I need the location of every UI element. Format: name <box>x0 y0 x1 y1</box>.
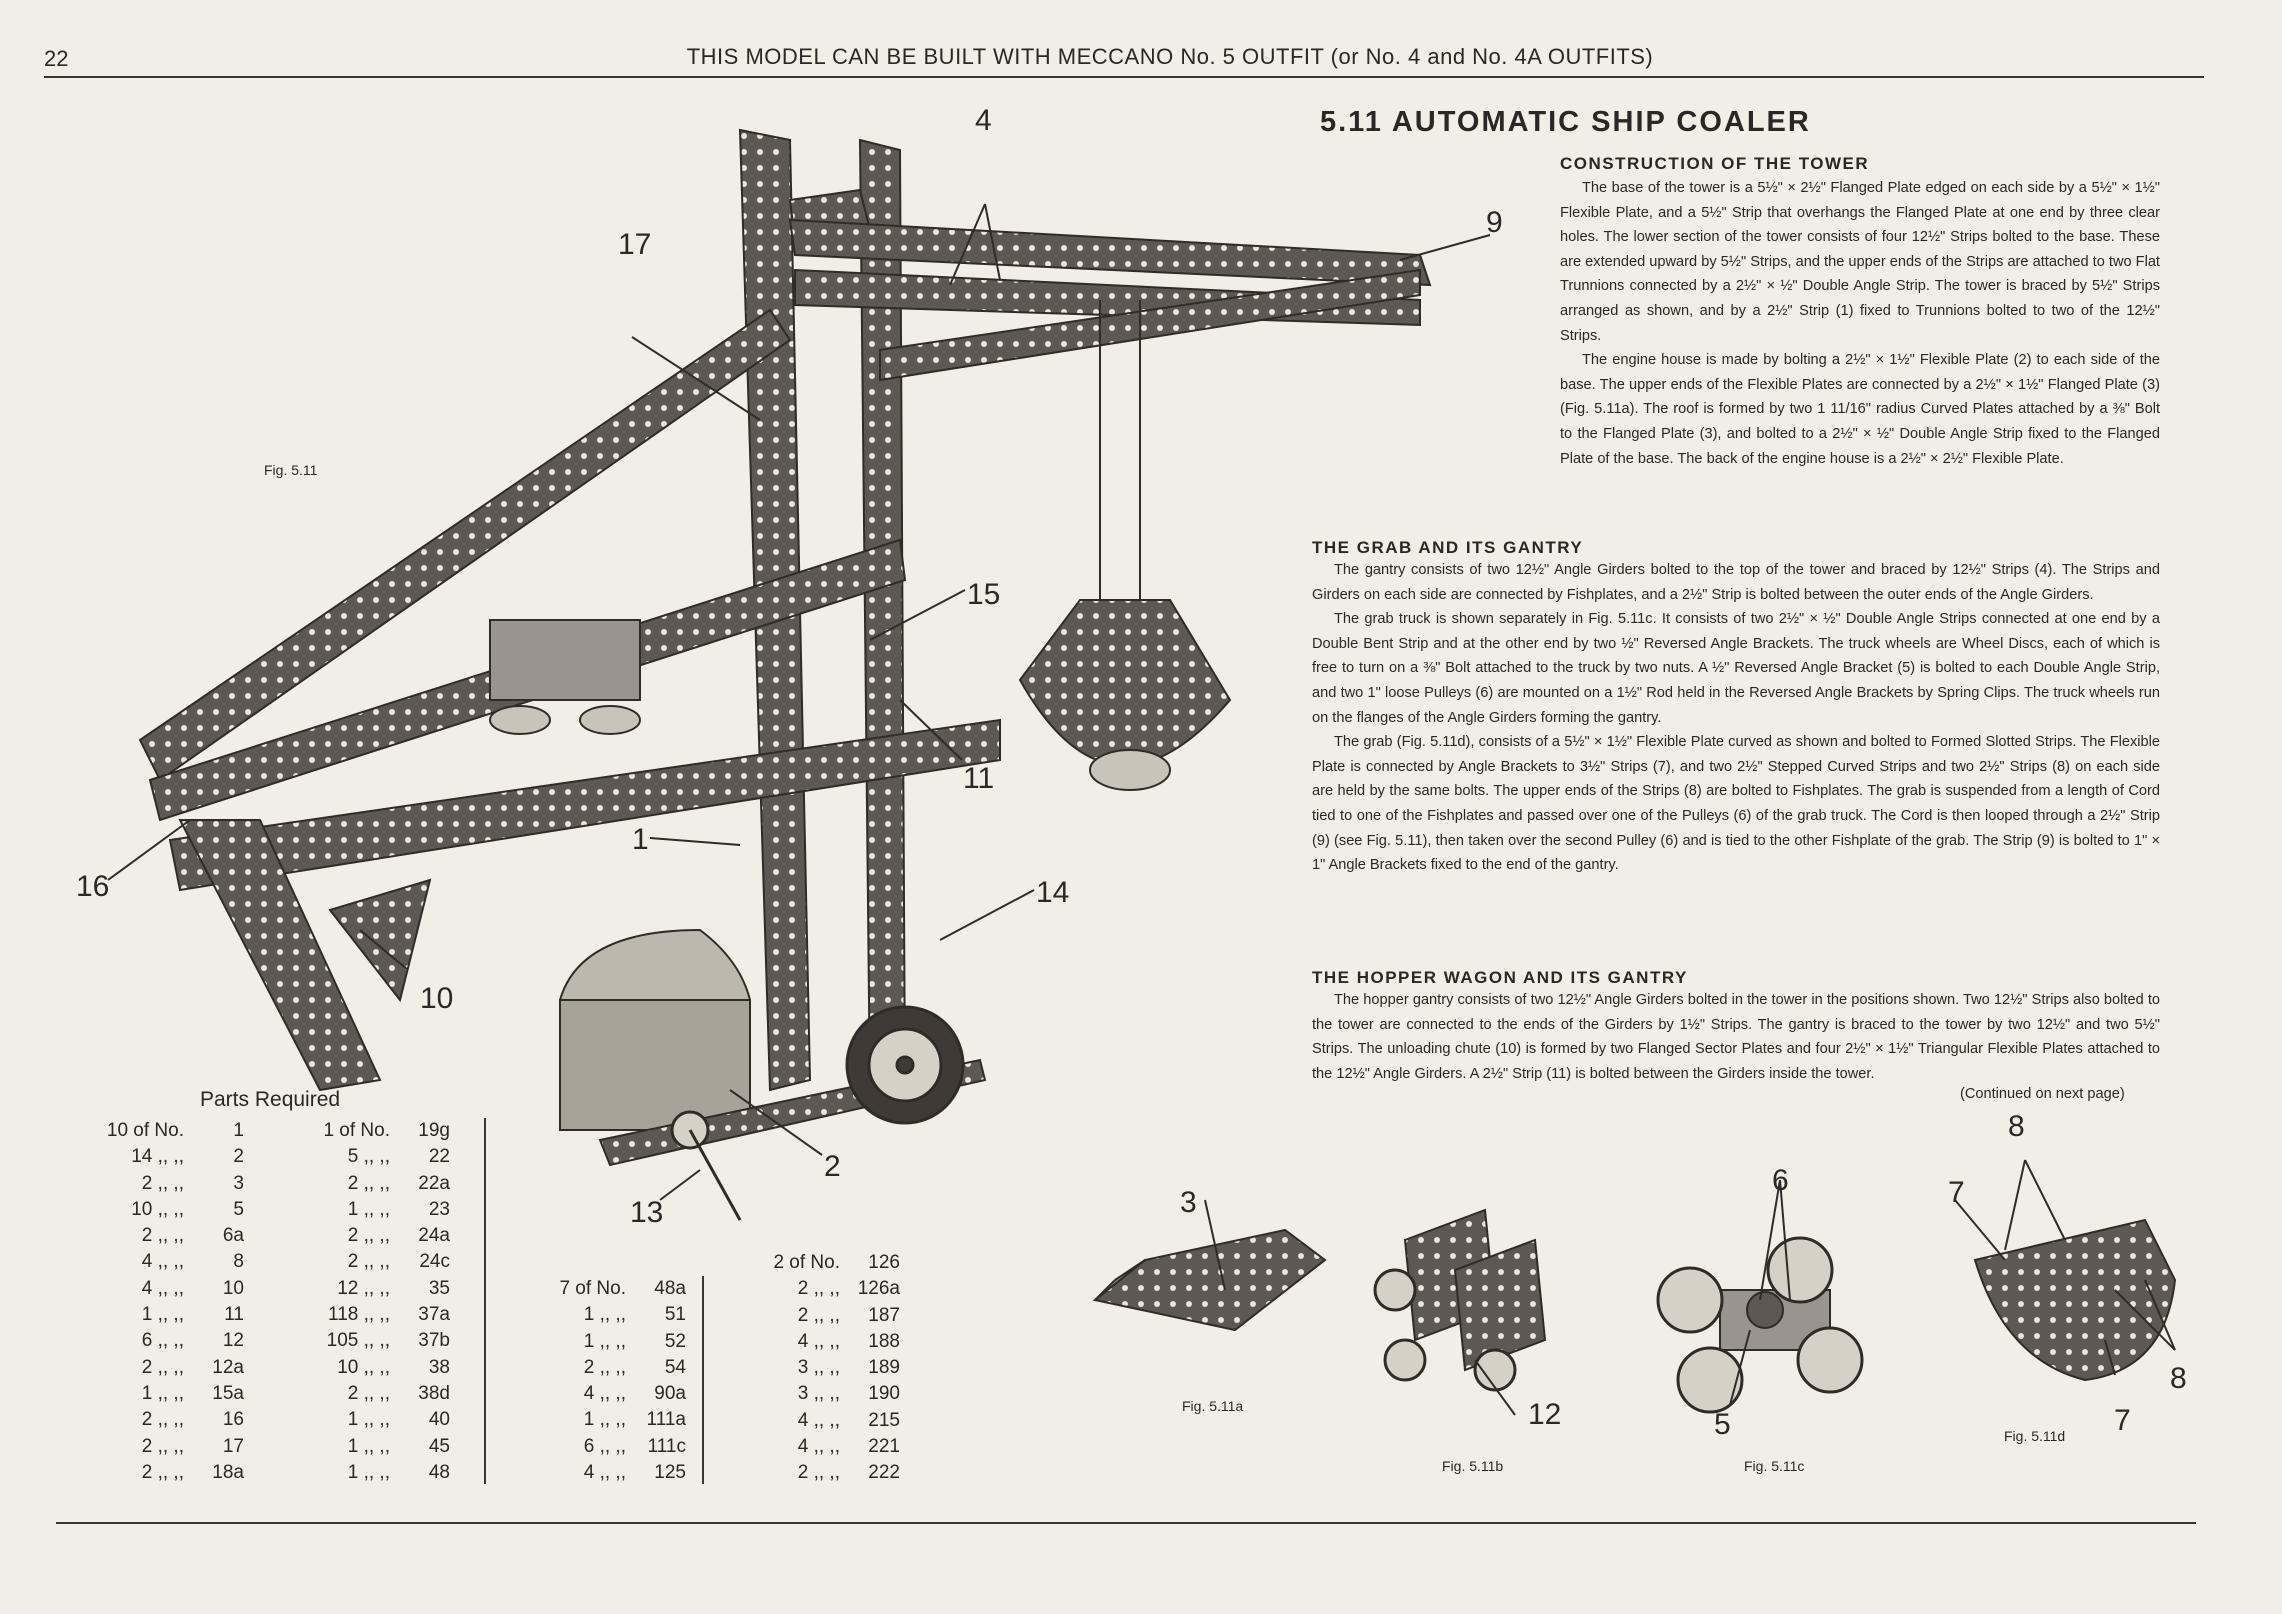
parts-row <box>270 1355 450 1381</box>
parts-quantity: 2 ,, ,, <box>797 1278 840 1300</box>
parts-row <box>64 1223 244 1249</box>
parts-quantity: 2 ,, ,, <box>141 1461 184 1483</box>
parts-row <box>526 1381 686 1407</box>
parts-quantity: 1 ,, ,, <box>347 1409 390 1431</box>
parts-quantity: 1 ,, ,, <box>141 1382 184 1404</box>
continued-note: (Continued on next page) <box>1960 1086 2125 1102</box>
parts-number: 8 <box>233 1251 244 1273</box>
parts-row <box>270 1460 450 1486</box>
parts-row <box>270 1381 450 1407</box>
parts-required-heading: Parts Required <box>200 1088 341 1111</box>
parts-row <box>270 1144 450 1170</box>
parts-quantity: 1 of No. <box>323 1120 390 1141</box>
footer-rule <box>56 1522 2196 1524</box>
parts-row <box>64 1328 244 1354</box>
parts-quantity: 1 ,, ,, <box>583 1330 626 1352</box>
parts-quantity: 1 ,, ,, <box>347 1198 390 1220</box>
parts-number: 12a <box>212 1356 244 1378</box>
grab-paragraph-2: The grab truck is shown separately in Fig. 5.11c. It consists of two 2½" × ½" Double Angle Strips connected at one end by a Double Bent Strip and at the other end by two ½" Reversed Angle Brackets. The truck wheels are Wheel Discs, each of which is free to turn on a ⅜" Bolt attached to the truck by two nuts. A ½" Reversed Angle Bracket (5) is bolted to each Double Angle Strip, and two 1" loose Pulleys (6) are mounted on a 1½" Rod held in the Reversed Angle Brackets by Spring Clips. The truck wheels run on the flanges of the Angle Girders forming the gantry. <box>1312 611 2160 726</box>
parts-row <box>526 1329 686 1355</box>
parts-quantity: 4 ,, ,, <box>583 1462 626 1484</box>
grab-paragraph-1: The gantry consists of two 12½" Angle Girders bolted to the top of the tower and braced by 12½" Strips (4). The Strips and Girders on each side are connected by Fishplates, and a 2½" Strip is bolted between the outer ends of the Angle Girders. <box>1312 562 2160 603</box>
parts-quantity: 1 ,, ,, <box>141 1304 184 1326</box>
heading-grab: THE GRAB AND ITS GANTRY <box>1312 538 1584 557</box>
callout-11: 11 <box>963 762 995 795</box>
parts-row <box>64 1118 244 1144</box>
callout-2: 2 <box>824 1150 841 1183</box>
parts-number: 18a <box>212 1461 244 1483</box>
parts-row <box>64 1355 244 1381</box>
fig-a-callout-3: 3 <box>1180 1186 1197 1219</box>
fig-caption-a: Fig. 5.11a <box>1182 1398 1244 1414</box>
header-rule <box>44 76 2204 78</box>
parts-number: 52 <box>664 1330 686 1352</box>
parts-row <box>64 1434 244 1460</box>
parts-number: 38 <box>428 1356 450 1378</box>
parts-number: 125 <box>654 1462 686 1484</box>
callout-13: 13 <box>630 1196 664 1229</box>
parts-row <box>270 1302 450 1328</box>
parts-quantity: 4 ,, ,, <box>141 1251 184 1273</box>
parts-number: 215 <box>868 1409 900 1431</box>
parts-number: 111c <box>647 1435 686 1457</box>
parts-divider-2 <box>702 1276 704 1484</box>
fig-d-callout-7-bottom: 7 <box>2114 1404 2131 1437</box>
grab-bucket <box>1020 300 1230 790</box>
parts-number: 188 <box>868 1330 900 1352</box>
parts-row <box>526 1302 686 1328</box>
parts-column-3 <box>526 1276 686 1486</box>
fig-caption-main: Fig. 5.11 <box>264 462 318 478</box>
parts-number: 37a <box>418 1304 450 1326</box>
parts-number: 90a <box>654 1383 686 1405</box>
parts-number: 40 <box>428 1409 450 1431</box>
parts-row <box>64 1381 244 1407</box>
parts-number: 19g <box>418 1120 450 1141</box>
callout-14: 14 <box>1036 876 1070 909</box>
parts-number: 126a <box>857 1278 900 1300</box>
parts-number: 2 <box>233 1146 244 1168</box>
parts-number: 22 <box>428 1146 450 1168</box>
hopper-wagon <box>490 620 640 734</box>
parts-number: 24a <box>418 1225 450 1247</box>
parts-quantity: 10 ,, ,, <box>131 1198 184 1220</box>
parts-row <box>270 1171 450 1197</box>
parts-quantity: 5 ,, ,, <box>347 1146 390 1168</box>
parts-column-1 <box>64 1118 244 1486</box>
fig-5-11b-engine-base <box>1365 1200 1565 1400</box>
parts-row <box>526 1355 686 1381</box>
parts-quantity: 1 ,, ,, <box>347 1461 390 1483</box>
parts-row <box>64 1171 244 1197</box>
fig-c-callout-6: 6 <box>1772 1164 1789 1197</box>
fig-d-callout-8-top: 8 <box>2008 1110 2025 1143</box>
heading-hopper: THE HOPPER WAGON AND ITS GANTRY <box>1312 968 1688 987</box>
parts-number: 48 <box>428 1461 450 1483</box>
parts-row <box>270 1434 450 1460</box>
callout-9: 9 <box>1486 206 1503 239</box>
hopper-paragraph-1: The hopper gantry consists of two 12½" Angle Girders bolted in the tower in the positions shown. Two 12½" Strips also bolted to the tower are connected to the ends of the Girders by 1½" Strips. The gantry is braced to the tower by two 12½" and two 5½" Strips. The unloading chute (10) is formed by two Flanged Sector Plates and four 2½" × 1½" Triangular Flexible Plates attached to the 12½" Angle Girders. A 2½" Strip (11) is bolted between the Girders inside the tower. <box>1312 992 2160 1082</box>
text-hopper <box>1312 988 2160 1086</box>
parts-number: 190 <box>868 1383 900 1405</box>
parts-number: 37b <box>418 1330 450 1352</box>
parts-number: 221 <box>868 1436 900 1458</box>
parts-row <box>270 1249 450 1275</box>
parts-quantity: 2 ,, ,, <box>141 1356 184 1378</box>
parts-quantity: 3 ,, ,, <box>797 1357 840 1379</box>
parts-row <box>740 1276 900 1302</box>
parts-quantity: 6 ,, ,, <box>141 1330 184 1352</box>
parts-quantity: 2 ,, ,, <box>141 1172 184 1194</box>
callout-17: 17 <box>618 228 652 261</box>
parts-row <box>270 1407 450 1433</box>
parts-quantity: 2 ,, ,, <box>347 1251 390 1273</box>
callout-15: 15 <box>967 578 1001 611</box>
parts-quantity: 12 ,, ,, <box>337 1277 390 1299</box>
callout-1: 1 <box>632 823 649 856</box>
callout-4: 4 <box>975 104 992 137</box>
parts-row <box>64 1249 244 1275</box>
parts-row <box>64 1144 244 1170</box>
parts-number: 22a <box>418 1172 450 1194</box>
parts-quantity: 1 ,, ,, <box>583 1409 626 1431</box>
parts-row <box>526 1276 686 1302</box>
fig-5-11d-grab <box>1965 1200 2185 1400</box>
tower-paragraph-1: The base of the tower is a 5½" × 2½" Flanged Plate edged on each side by a 5½" × 1½" Flexible Plate, and a 5½" Strip that overhangs the Flanged Plate at one end by three clear holes. The lower section of the tower consists of four 12½" Strips bolted to the base. These are extended upward by 5½" Strips, and the upper ends of the Strips are attached to two Flat Trunnions connected by a 2½" × ½" Double Angle Strip. The tower is braced by 5½" Strips arranged as shown, and by a 2½" Strip (1) fixed to Trunnions bolted to two of the 12½" Strips. <box>1560 180 2160 344</box>
fig-caption-d: Fig. 5.11d <box>2004 1428 2066 1444</box>
parts-column-4 <box>740 1250 900 1487</box>
grab-paragraph-3: The grab (Fig. 5.11d), consists of a 5½" × 1½" Flexible Plate curved as shown and bolted to Formed Slotted Strips. The Flexible Plate is connected by Angle Brackets to 3½" Strips (7), and two 2½" Stepped Curved Strips and two 2½" Strips (8) on each side are held by the same bolts. The upper ends of the Strips (8) are bolted to Fishplates. The grab is suspended from a length of Cord tied to one of the Fishplates and passed over one of the Pulleys (6) of the grab truck. The Cord is then looped through a 2½" Strip (9) (see Fig. 5.11), then taken over the second Pulley (6) and is tied to the other Fishplate of the grab. The Strip (9) is bolted to 1" × 1" Angle Brackets fixed to the end of the gantry. <box>1312 734 2160 874</box>
parts-row <box>740 1408 900 1434</box>
parts-number: 10 <box>222 1277 244 1299</box>
page-number: 22 <box>44 46 69 71</box>
parts-number: 5 <box>233 1198 244 1220</box>
parts-row <box>270 1197 450 1223</box>
parts-quantity: 2 ,, ,, <box>583 1356 626 1378</box>
parts-quantity: 2 ,, ,, <box>797 1304 840 1326</box>
parts-quantity: 3 ,, ,, <box>797 1383 840 1405</box>
parts-number: 11 <box>224 1304 244 1326</box>
text-tower <box>1560 176 2160 471</box>
parts-quantity: 6 ,, ,, <box>583 1435 626 1457</box>
parts-number: 187 <box>868 1304 900 1326</box>
parts-number: 3 <box>233 1172 244 1194</box>
fig-5-11c-grab-truck <box>1650 1230 1870 1430</box>
fig-d-callout-7-left: 7 <box>1948 1176 1965 1209</box>
parts-number: 111a <box>646 1409 686 1431</box>
parts-quantity: 2 ,, ,, <box>347 1172 390 1194</box>
parts-row <box>740 1250 900 1276</box>
parts-quantity: 2 ,, ,, <box>347 1382 390 1404</box>
parts-number: 38d <box>418 1382 450 1404</box>
parts-divider-1 <box>484 1118 486 1484</box>
parts-quantity: 4 ,, ,, <box>141 1277 184 1299</box>
parts-quantity: 2 ,, ,, <box>141 1225 184 1247</box>
callout-10: 10 <box>420 982 454 1015</box>
text-grab <box>1312 558 2160 878</box>
parts-quantity: 2 of No. <box>773 1252 840 1273</box>
parts-number: 17 <box>222 1435 244 1457</box>
winding-wheel <box>847 1007 963 1123</box>
tower-paragraph-2: The engine house is made by bolting a 2½" × 1½" Flexible Plate (2) to each side of the base. The upper ends of the Flexible Plates are connected by a 2½" × 1½" Flanged Plate (3) (Fig. 5.11a). The roof is formed by two 1 11/16" radius Curved Plates attached by a ⅜" Bolt to the Flanged Plate (3), and bolted to a 2½" × ½" Double Angle Strip fixed to the Flanged Plate of the base. The back of the engine house is a 2½" × 2½" Flexible Plate. <box>1560 352 2160 467</box>
parts-number: 35 <box>428 1277 450 1299</box>
parts-row <box>64 1460 244 1486</box>
parts-number: 126 <box>868 1252 900 1273</box>
fig-caption-c: Fig. 5.11c <box>1744 1458 1805 1474</box>
parts-quantity: 10 ,, ,, <box>337 1356 390 1378</box>
parts-quantity: 2 ,, ,, <box>141 1409 184 1431</box>
parts-row <box>740 1381 900 1407</box>
parts-row <box>740 1329 900 1355</box>
callout-16: 16 <box>76 870 110 903</box>
parts-number: 15a <box>212 1382 244 1404</box>
parts-row <box>740 1460 900 1486</box>
parts-row <box>270 1328 450 1354</box>
parts-row <box>64 1407 244 1433</box>
gantry-boom <box>790 220 1430 380</box>
fig-caption-b: Fig. 5.11b <box>1442 1458 1504 1474</box>
parts-number: 189 <box>868 1357 900 1379</box>
parts-quantity: 2 ,, ,, <box>797 1462 840 1484</box>
parts-quantity: 7 of No. <box>559 1278 626 1299</box>
parts-quantity: 4 ,, ,, <box>797 1436 840 1458</box>
section-title: 5.11 AUTOMATIC SHIP COALER <box>1320 106 1811 138</box>
parts-number: 6a <box>222 1225 244 1247</box>
parts-row <box>526 1434 686 1460</box>
parts-row <box>740 1355 900 1381</box>
heading-tower: CONSTRUCTION OF THE TOWER <box>1560 154 1870 173</box>
parts-number: 54 <box>664 1356 686 1378</box>
fig-c-callout-5: 5 <box>1714 1408 1731 1441</box>
parts-quantity: 2 ,, ,, <box>141 1435 184 1457</box>
parts-number: 1 <box>233 1120 244 1141</box>
parts-number: 12 <box>222 1330 244 1352</box>
parts-row <box>740 1434 900 1460</box>
parts-number: 222 <box>868 1462 900 1484</box>
parts-row <box>270 1118 450 1144</box>
parts-row <box>526 1407 686 1433</box>
parts-row <box>740 1303 900 1329</box>
parts-column-2 <box>270 1118 450 1486</box>
parts-quantity: 4 ,, ,, <box>797 1409 840 1431</box>
fig-5-11a-flanged-plate <box>1085 1200 1325 1340</box>
parts-row <box>526 1460 686 1486</box>
parts-quantity: 1 ,, ,, <box>347 1435 390 1457</box>
parts-row <box>64 1302 244 1328</box>
parts-quantity: 4 ,, ,, <box>797 1330 840 1352</box>
fig-d-callout-8-right: 8 <box>2170 1362 2187 1395</box>
fig-b-callout-12: 12 <box>1528 1398 1562 1431</box>
parts-quantity: 118 ,, ,, <box>328 1304 390 1326</box>
parts-number: 48a <box>654 1278 686 1299</box>
running-header: THIS MODEL CAN BE BUILT WITH MECCANO No. 5 OUTFIT (or No. 4 and No. 4A OUTFITS) <box>686 44 1654 69</box>
parts-number: 51 <box>664 1304 686 1326</box>
parts-quantity: 1 ,, ,, <box>583 1304 626 1326</box>
parts-quantity: 14 ,, ,, <box>131 1146 184 1168</box>
parts-row <box>270 1276 450 1302</box>
parts-quantity: 105 ,, ,, <box>326 1330 390 1352</box>
parts-quantity: 4 ,, ,, <box>583 1383 626 1405</box>
parts-quantity: 2 ,, ,, <box>347 1225 390 1247</box>
parts-number: 16 <box>222 1409 244 1431</box>
parts-number: 24c <box>419 1251 450 1273</box>
parts-row <box>64 1197 244 1223</box>
parts-row <box>270 1223 450 1249</box>
parts-row <box>64 1276 244 1302</box>
main-model-illustration <box>0 80 1100 1180</box>
parts-number: 45 <box>428 1435 450 1457</box>
parts-number: 23 <box>428 1198 450 1220</box>
parts-quantity: 10 of No. <box>106 1120 184 1141</box>
